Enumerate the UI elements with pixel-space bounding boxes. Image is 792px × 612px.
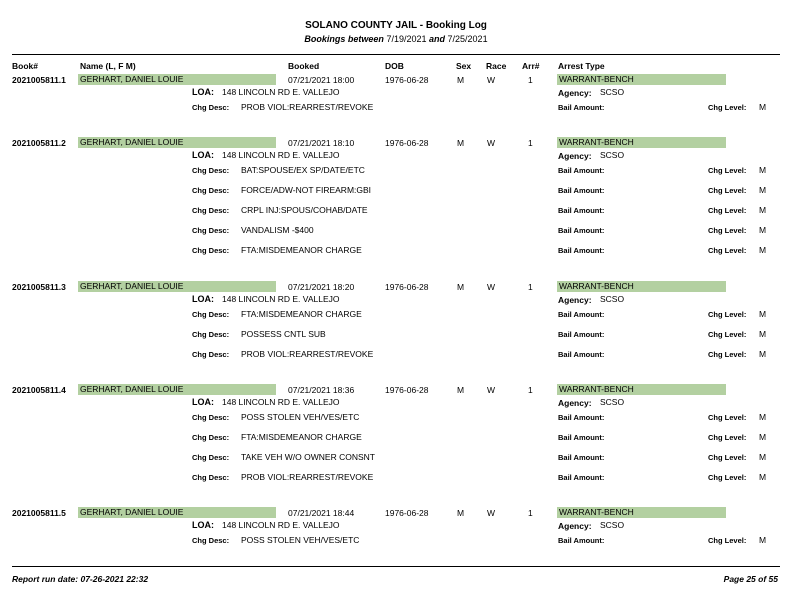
charge-description: FORCE/ADW-NOT FIREARM:GBI xyxy=(241,185,372,195)
agency-label: Agency: xyxy=(558,521,592,531)
date-of-birth: 1976-06-28 xyxy=(385,75,429,85)
charge-description: PROB VIOL:REARREST/REVOKE xyxy=(241,102,374,112)
charge-level-label: Chg Level: xyxy=(708,453,747,462)
bail-amount-label: Bail Amount: xyxy=(558,166,605,175)
charge-description: BAT:SPOUSE/EX SP/DATE/ETC xyxy=(241,165,365,175)
arrest-number: 1 xyxy=(528,138,533,148)
bail-amount-label: Bail Amount: xyxy=(558,226,605,235)
charge-level-label: Chg Level: xyxy=(708,186,747,195)
agency-label: Agency: xyxy=(558,295,592,305)
arrest-number: 1 xyxy=(528,282,533,292)
booking-number: 2021005811.1 xyxy=(12,75,66,85)
charge-description: TAKE VEH W/O OWNER CONSNT xyxy=(241,452,375,462)
charge-level: M xyxy=(759,412,767,422)
charge-level: M xyxy=(759,432,767,442)
charge-desc-label: Chg Desc: xyxy=(192,413,230,422)
charge-description: POSSESS CNTL SUB xyxy=(241,329,326,339)
charge-desc-label: Chg Desc: xyxy=(192,453,230,462)
race-value: W xyxy=(487,385,496,395)
col-header-booked: Booked xyxy=(288,61,320,71)
loa-label: LOA: xyxy=(192,520,214,530)
bail-amount-label: Bail Amount: xyxy=(558,186,605,195)
arrest-number: 1 xyxy=(528,75,533,85)
race-value: W xyxy=(487,508,496,518)
loa-address: 148 LINCOLN RD E. VALLEJO xyxy=(222,87,340,97)
date-from: 7/19/2021 xyxy=(386,34,427,44)
header-divider xyxy=(12,54,780,55)
charge-level-label: Chg Level: xyxy=(708,226,747,235)
charge-level: M xyxy=(759,102,767,112)
bail-amount-label: Bail Amount: xyxy=(558,103,605,112)
booked-datetime: 07/21/2021 18:44 xyxy=(288,508,355,518)
charge-level: M xyxy=(759,165,767,175)
bail-amount-label: Bail Amount: xyxy=(558,536,605,545)
loa-address: 148 LINCOLN RD E. VALLEJO xyxy=(222,150,340,160)
agency-value: SCSO xyxy=(600,87,625,97)
charge-desc-label: Chg Desc: xyxy=(192,310,230,319)
charge-level: M xyxy=(759,472,767,482)
arrest-type: WARRANT-BENCH xyxy=(557,384,726,395)
charge-desc-label: Chg Desc: xyxy=(192,186,230,195)
agency-value: SCSO xyxy=(600,294,625,304)
race-value: W xyxy=(487,75,496,85)
inmate-name: GERHART, DANIEL LOUIE xyxy=(78,281,276,292)
date-of-birth: 1976-06-28 xyxy=(385,385,429,395)
arrest-type: WARRANT-BENCH xyxy=(557,74,726,85)
loa-address: 148 LINCOLN RD E. VALLEJO xyxy=(222,294,340,304)
loa-label: LOA: xyxy=(192,87,214,97)
charge-description: CRPL INJ:SPOUS/COHAB/DATE xyxy=(241,205,368,215)
charge-desc-label: Chg Desc: xyxy=(192,433,230,442)
arrest-number: 1 xyxy=(528,385,533,395)
charge-level-label: Chg Level: xyxy=(708,206,747,215)
page-number: Page 25 of 55 xyxy=(723,574,778,584)
booked-datetime: 07/21/2021 18:00 xyxy=(288,75,355,85)
race-value: W xyxy=(487,138,496,148)
charge-desc-label: Chg Desc: xyxy=(192,246,230,255)
booking-number: 2021005811.5 xyxy=(12,508,66,518)
charge-description: FTA:MISDEMEANOR CHARGE xyxy=(241,432,362,442)
inmate-name: GERHART, DANIEL LOUIE xyxy=(78,74,276,85)
charge-level-label: Chg Level: xyxy=(708,103,747,112)
charge-level: M xyxy=(759,329,767,339)
report-title: SOLANO COUNTY JAIL - Booking Log xyxy=(305,20,487,31)
charge-description: VANDALISM -$400 xyxy=(241,225,314,235)
report-subtitle xyxy=(0,34,792,44)
charge-level: M xyxy=(759,225,767,235)
charge-level-label: Chg Level: xyxy=(708,413,747,422)
loa-label: LOA: xyxy=(192,150,214,160)
date-of-birth: 1976-06-28 xyxy=(385,138,429,148)
charge-desc-label: Chg Desc: xyxy=(192,206,230,215)
inmate-name: GERHART, DANIEL LOUIE xyxy=(78,137,276,148)
bail-amount-label: Bail Amount: xyxy=(558,206,605,215)
charge-desc-label: Chg Desc: xyxy=(192,226,230,235)
charge-level: M xyxy=(759,349,767,359)
charge-description: FTA:MISDEMEANOR CHARGE xyxy=(241,245,362,255)
charge-level-label: Chg Level: xyxy=(708,536,747,545)
inmate-name: GERHART, DANIEL LOUIE xyxy=(78,384,276,395)
col-header-arrest-type: Arrest Type xyxy=(558,61,605,71)
agency-label: Agency: xyxy=(558,88,592,98)
bail-amount-label: Bail Amount: xyxy=(558,246,605,255)
inmate-name: GERHART, DANIEL LOUIE xyxy=(78,507,276,518)
booking-number: 2021005811.4 xyxy=(12,385,66,395)
bail-amount-label: Bail Amount: xyxy=(558,473,605,482)
charge-level-label: Chg Level: xyxy=(708,246,747,255)
charge-description: PROB VIOL:REARREST/REVOKE xyxy=(241,472,374,482)
charge-level: M xyxy=(759,452,767,462)
agency-value: SCSO xyxy=(600,520,625,530)
date-to: 7/25/2021 xyxy=(447,34,488,44)
race-value: W xyxy=(487,282,496,292)
agency-value: SCSO xyxy=(600,397,625,407)
col-header-sex: Sex xyxy=(456,61,472,71)
charge-desc-label: Chg Desc: xyxy=(192,103,230,112)
charge-level: M xyxy=(759,245,767,255)
arrest-type: WARRANT-BENCH xyxy=(557,137,726,148)
sex-value: M xyxy=(457,508,465,518)
agency-label: Agency: xyxy=(558,398,592,408)
loa-address: 148 LINCOLN RD E. VALLEJO xyxy=(222,520,340,530)
date-of-birth: 1976-06-28 xyxy=(385,282,429,292)
col-header-race: Race xyxy=(486,61,507,71)
charge-desc-label: Chg Desc: xyxy=(192,166,230,175)
booked-datetime: 07/21/2021 18:10 xyxy=(288,138,355,148)
loa-label: LOA: xyxy=(192,294,214,304)
footer-divider xyxy=(12,566,780,567)
loa-address: 148 LINCOLN RD E. VALLEJO xyxy=(222,397,340,407)
bail-amount-label: Bail Amount: xyxy=(558,453,605,462)
charge-description: POSS STOLEN VEH/VES/ETC xyxy=(241,412,360,422)
charge-desc-label: Chg Desc: xyxy=(192,536,230,545)
charge-level-label: Chg Level: xyxy=(708,433,747,442)
charge-level-label: Chg Level: xyxy=(708,473,747,482)
sex-value: M xyxy=(457,75,465,85)
sex-value: M xyxy=(457,138,465,148)
arrest-type: WARRANT-BENCH xyxy=(557,507,726,518)
col-header-arr: Arr# xyxy=(522,61,540,71)
arrest-type: WARRANT-BENCH xyxy=(557,281,726,292)
bail-amount-label: Bail Amount: xyxy=(558,310,605,319)
booking-number: 2021005811.2 xyxy=(12,138,66,148)
booked-datetime: 07/21/2021 18:20 xyxy=(288,282,355,292)
agency-label: Agency: xyxy=(558,151,592,161)
charge-desc-label: Chg Desc: xyxy=(192,473,230,482)
arrest-number: 1 xyxy=(528,508,533,518)
sex-value: M xyxy=(457,385,465,395)
report-run-date: Report run date: 07-26-2021 22:32 xyxy=(12,574,149,584)
charge-level-label: Chg Level: xyxy=(708,330,747,339)
charge-level: M xyxy=(759,535,767,545)
col-header-book: Book# xyxy=(12,61,38,71)
charge-level-label: Chg Level: xyxy=(708,310,747,319)
subtitle-and: and xyxy=(429,34,446,44)
bail-amount-label: Bail Amount: xyxy=(558,330,605,339)
charge-level: M xyxy=(759,205,767,215)
booking-number: 2021005811.3 xyxy=(12,282,66,292)
charge-description: FTA:MISDEMEANOR CHARGE xyxy=(241,309,362,319)
loa-label: LOA: xyxy=(192,397,214,407)
booked-datetime: 07/21/2021 18:36 xyxy=(288,385,355,395)
charge-description: PROB VIOL:REARREST/REVOKE xyxy=(241,349,374,359)
charge-desc-label: Chg Desc: xyxy=(192,330,230,339)
charge-desc-label: Chg Desc: xyxy=(192,350,230,359)
subtitle-prefix: Bookings between xyxy=(304,34,384,44)
col-header-dob: DOB xyxy=(385,61,404,71)
charge-level-label: Chg Level: xyxy=(708,350,747,359)
col-header-name: Name (L, F M) xyxy=(80,61,136,71)
charge-description: POSS STOLEN VEH/VES/ETC xyxy=(241,535,360,545)
bail-amount-label: Bail Amount: xyxy=(558,413,605,422)
sex-value: M xyxy=(457,282,465,292)
agency-value: SCSO xyxy=(600,150,625,160)
bail-amount-label: Bail Amount: xyxy=(558,350,605,359)
bail-amount-label: Bail Amount: xyxy=(558,433,605,442)
date-of-birth: 1976-06-28 xyxy=(385,508,429,518)
charge-level-label: Chg Level: xyxy=(708,166,747,175)
charge-level: M xyxy=(759,185,767,195)
charge-level: M xyxy=(759,309,767,319)
